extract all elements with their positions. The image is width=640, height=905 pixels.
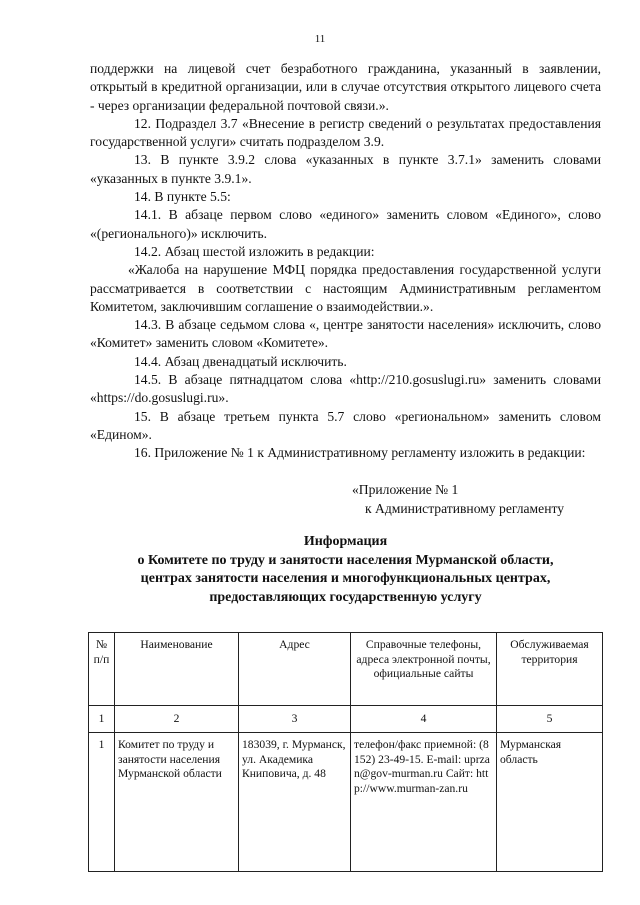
table-header-cell: Справочные телефоны, адреса электронной почты, официальные сайты (351, 633, 497, 706)
table-cell: 3 (239, 706, 351, 733)
paragraph: 14.2. Абзац шестой изложить в редакции: (134, 243, 375, 259)
paragraph: поддержки на лицевой счет безработного гражданина, указанный в заявлении, открытый в кредитной организации, или в случае отсутствия открытого лицевого счета - через организации федеральной почтовой связи.». (90, 61, 601, 113)
section-heading (90, 533, 601, 607)
paragraph: 12. Подраздел 3.7 «Внесение в регистр сведений о результатах предоставления государственной услуги» считать подразделом 3.9. (90, 115, 601, 150)
appendix-reference (352, 480, 602, 518)
table-header-cell: Обслуживаемая территория (497, 633, 603, 706)
table-header-row (89, 633, 603, 706)
table-cell: 2 (115, 706, 239, 733)
document-body (90, 60, 601, 463)
table-cell: телефон/факс приемной: (8152) 23-49-15. E-mail: uprzan@gov-murman.ru Сайт: http://www.murman-zan.ru (351, 733, 497, 872)
table-cell: Мурманская область (497, 733, 603, 872)
paragraph: «Жалоба на нарушение МФЦ порядка предоставления государственной услуги рассматривается в соответствии с настоящим Административным регламентом Комитетом, заключившим соглашение о взаимодействии.». (90, 262, 601, 314)
heading-line: предоставляющих государственную услугу (209, 589, 482, 605)
paragraph: 14.5. В абзаце пятнадцатом слова «http://210.gosuslugi.ru» заменить словами «https://do.gosuslugi.ru». (90, 372, 601, 406)
table-header-cell: Адрес (239, 633, 351, 706)
appendix-line: «Приложение № 1 (352, 482, 459, 497)
paragraph: 15. В абзаце третьем пункта 5.7 слово «региональном» заменить словом «Едином». (90, 408, 601, 442)
table-cell: 4 (351, 706, 497, 733)
paragraph: 14. В пункте 5.5: (134, 189, 231, 205)
table-cell: 5 (497, 706, 603, 733)
table-header-cell: № п/п (89, 633, 115, 706)
table-row (89, 733, 603, 872)
table-number-row (89, 706, 603, 733)
table-cell: 183039, г. Мурманск, ул. Академика Книповича, д. 48 (239, 733, 351, 872)
paragraph: 14.1. В абзаце первом слово «единого» заменить словом «Единого», слово «(регионального)» исключить. (90, 207, 601, 241)
table-cell: 1 (89, 706, 115, 733)
info-table (88, 632, 603, 872)
table-cell: Комитет по труду и занятости населения Мурманской области (115, 733, 239, 872)
page-number: 11 (314, 33, 326, 45)
paragraph: 16. Приложение № 1 к Административному регламенту изложить в редакции: (134, 445, 586, 461)
appendix-line: к Административному регламенту (365, 501, 565, 516)
paragraph: 13. В пункте 3.9.2 слова «указанных в пункте 3.7.1» заменить словами «указанных в пункте 3.9.1». (90, 152, 601, 186)
heading-line: центрах занятости населения и многофункциональных центрах, (140, 571, 551, 587)
table-header-cell: Наименование (115, 633, 239, 706)
paragraph: 14.4. Абзац двенадцатый исключить. (134, 353, 347, 369)
paragraph: 14.3. В абзаце седьмом слова «, центре занятости населения» исключить, слово «Комитет» заменить словом «Комитете». (90, 317, 601, 351)
table-cell: 1 (89, 733, 115, 872)
heading-line: Информация (303, 534, 388, 549)
heading-line: о Комитете по труду и занятости населения Мурманской области, (137, 552, 554, 568)
